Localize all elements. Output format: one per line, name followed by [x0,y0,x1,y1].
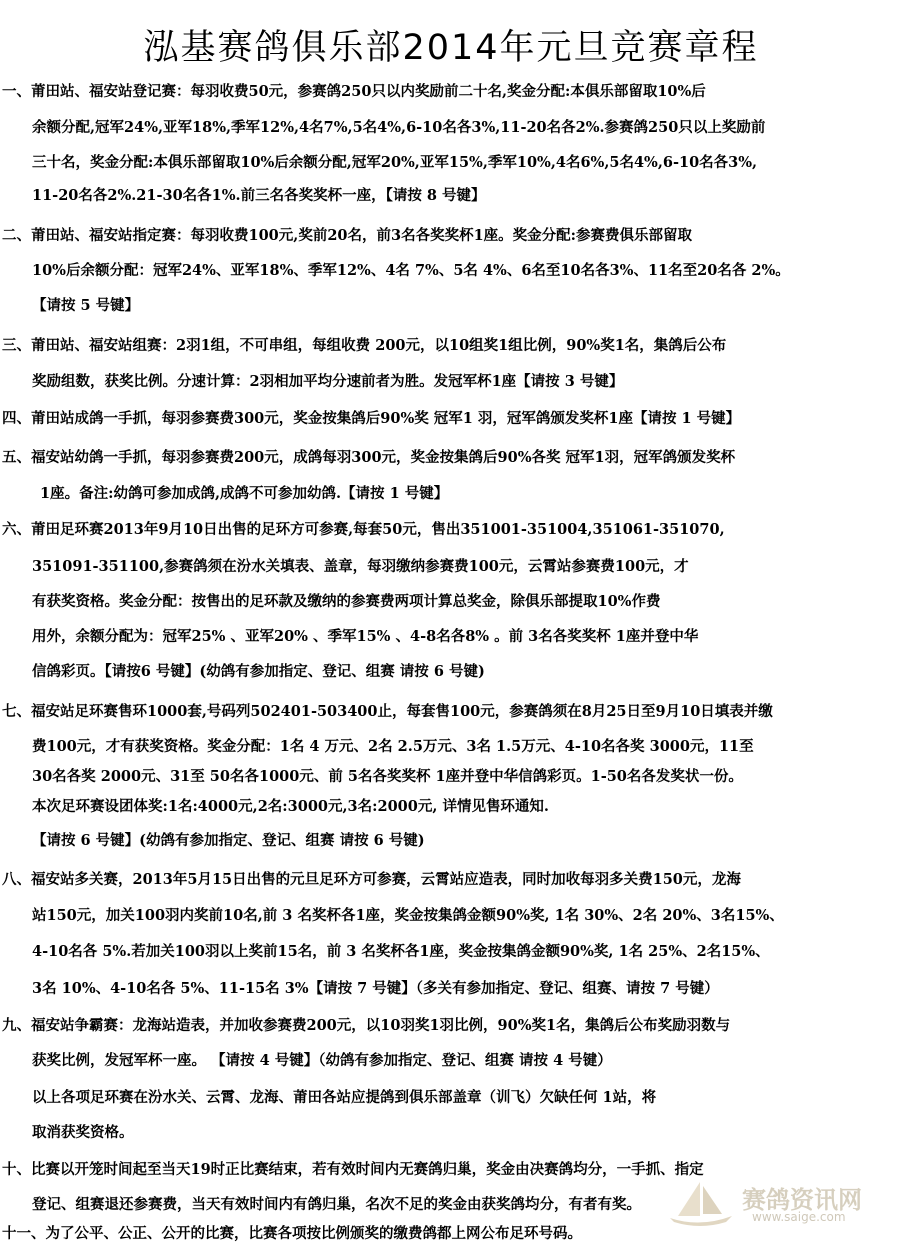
text-line: 1座。备注:幼鸽可参加成鸽,成鸽不可参加幼鸽.【请按 1 号键】 [40,485,449,502]
text-line: 30名各奖 2000元、31至 50名各1000元、前 5名各奖奖杯 1座并登中华信鸽彩页。1-50名各发奖状一份。 [32,768,743,785]
text-line: 余额分配,冠军24%,亚军18%,季军12%,4名7%,5名4%,6-10名各3%,11-20名各2%.参赛鸽250只以上奖励前 [32,119,766,136]
text-line: 以上各项足环赛在汾水关、云霄、龙海、莆田各站应提鸽到俱乐部盖章（训飞）欠缺任何 1站，将 [32,1089,657,1106]
text-line: 10%后余额分配：冠军24%、亚军18%、季军12%、4名 7%、5名 4%、6名至10名各3%、11名至20名各 2%。 [32,262,790,279]
text-line: 4-10名各 5%.若加关100羽以上奖前15名，前 3 名奖杯各1座，奖金按集鸽金额90%奖, 1名 25%、2名15%、 [32,943,770,960]
text-line: 二、莆田站、福安站指定赛：每羽收费100元,奖前20名，前3名各奖奖杯1座。奖金分配:参赛费俱乐部留取 [2,227,693,244]
text-line: 四、莆田站成鸽一手抓，每羽参赛费300元，奖金按集鸽后90%奖 冠军1 羽，冠军鸽颁发奖杯1座【请按 1 号键】 [2,410,741,427]
text-line: 三十名，奖金分配:本俱乐部留取10%后余额分配,冠军20%,亚军15%,季军10%,4名6%,5名4%,6-10名各3%, [32,154,758,171]
text-line: 费100元，才有获奖资格。奖金分配：1名 4 万元、2名 2.5万元、3名 1.5万元、4-10名各奖 3000元，11至 [32,738,754,755]
text-line: 十、比赛以开笼时间起至当天19时正比赛结束，若有效时间内无赛鸽归巢，奖金由决赛鸽均分，一手抓、指定 [2,1161,704,1178]
text-line: 八、福安站多关赛，2013年5月15日出售的元旦足环方可参赛，云霄站应造表，同时加收每羽多关费150元，龙海 [2,871,741,888]
document-title: 泓基赛鸽俱乐部2014年元旦竞赛章程 [143,28,759,69]
text-line: 登记、组赛退还参赛费，当天有效时间内有鸽归巢，名次不足的奖金由获奖鸽均分，有者有奖。 [32,1196,641,1213]
site-watermark [660,1178,890,1228]
text-line: 五、福安站幼鸽一手抓，每羽参赛费200元，成鸽每羽300元，奖金按集鸽后90%各奖 冠军1羽，冠军鸽颁发奖杯 [2,449,736,466]
text-line: 本次足环赛设团体奖:1名:4000元,2名:3000元,3名:2000元, 详情见售环通知. [32,798,549,815]
text-line: 一、莆田站、福安站登记赛：每羽收费50元，参赛鸽250只以内奖励前二十名,奖金分配:本俱乐部留取10%后 [2,83,706,100]
text-line: 奖励组数，获奖比例。分速计算：2羽相加平均分速前者为胜。发冠军杯1座【请按 3 号键】 [32,373,624,390]
text-line: 六、莆田足环赛2013年9月10日出售的足环方可参赛,每套50元，售出351001-351004,351061-351070, [2,521,725,538]
text-line: 用外，余额分配为：冠军25% 、亚军20% 、季军15% 、4-8名各8% 。前 3名各奖奖杯 1座并登中华 [32,628,699,645]
text-line: 取消获奖资格。 [32,1124,134,1141]
text-line: 站150元，加关100羽内奖前10名,前 3 名奖杯各1座，奖金按集鸽金额90%奖, 1名 30%、2名 20%、3名15%、 [32,907,784,924]
text-line: 三、莆田站、福安站组赛：2羽1组，不可串组，每组收费 200元，以10组奖1组比例，90%奖1名，集鸽后公布 [2,337,727,354]
text-line: 3名 10%、4-10名各 5%、11-15名 3%【请按 7 号键】（多关有参加指定、登记、组赛、请按 7 号键） [32,980,719,997]
watermark-site-name: 赛鸽资讯网 [742,1186,862,1214]
text-line: 七、福安站足环赛售环1000套,号码列502401-503400止，每套售100元，参赛鸽须在8月25日至9月10日填表并缴 [2,703,773,720]
text-line: 十一、为了公平、公正、公开的比赛，比赛各项按比例颁奖的缴费鸽都上网公布足环号码。 [2,1225,582,1242]
watermark-url: www.saige.com [752,1210,846,1224]
sailboat-logo-icon [660,1178,740,1228]
text-line: 有获奖资格。奖金分配：按售出的足环款及缴纳的参赛费两项计算总奖金，除俱乐部提取10%作费 [32,593,661,610]
text-line: 【请按 6 号键】(幼鸽有参加指定、登记、组赛 请按 6 号键) [32,832,425,849]
text-line: 【请按 5 号键】 [32,297,140,314]
text-line: 九、福安站争霸赛：龙海站造表，并加收参赛费200元，以10羽奖1羽比例，90%奖1名，集鸽后公布奖励羽数与 [2,1017,731,1034]
text-line: 信鸽彩页。【请按6 号键】(幼鸽有参加指定、登记、组赛 请按 6 号键) [32,663,485,680]
text-line: 351091-351100,参赛鸽须在汾水关填表、盖章，每羽缴纳参赛费100元，云霄站参赛费100元，才 [32,558,689,575]
text-line: 获奖比例，发冠军杯一座。 【请按 4 号键】（幼鸽有参加指定、登记、组赛 请按 4 号键） [32,1052,612,1069]
text-line: 11-20名各2%.21-30名各1%.前三名各奖奖杯一座，【请按 8 号键】 [32,187,486,204]
